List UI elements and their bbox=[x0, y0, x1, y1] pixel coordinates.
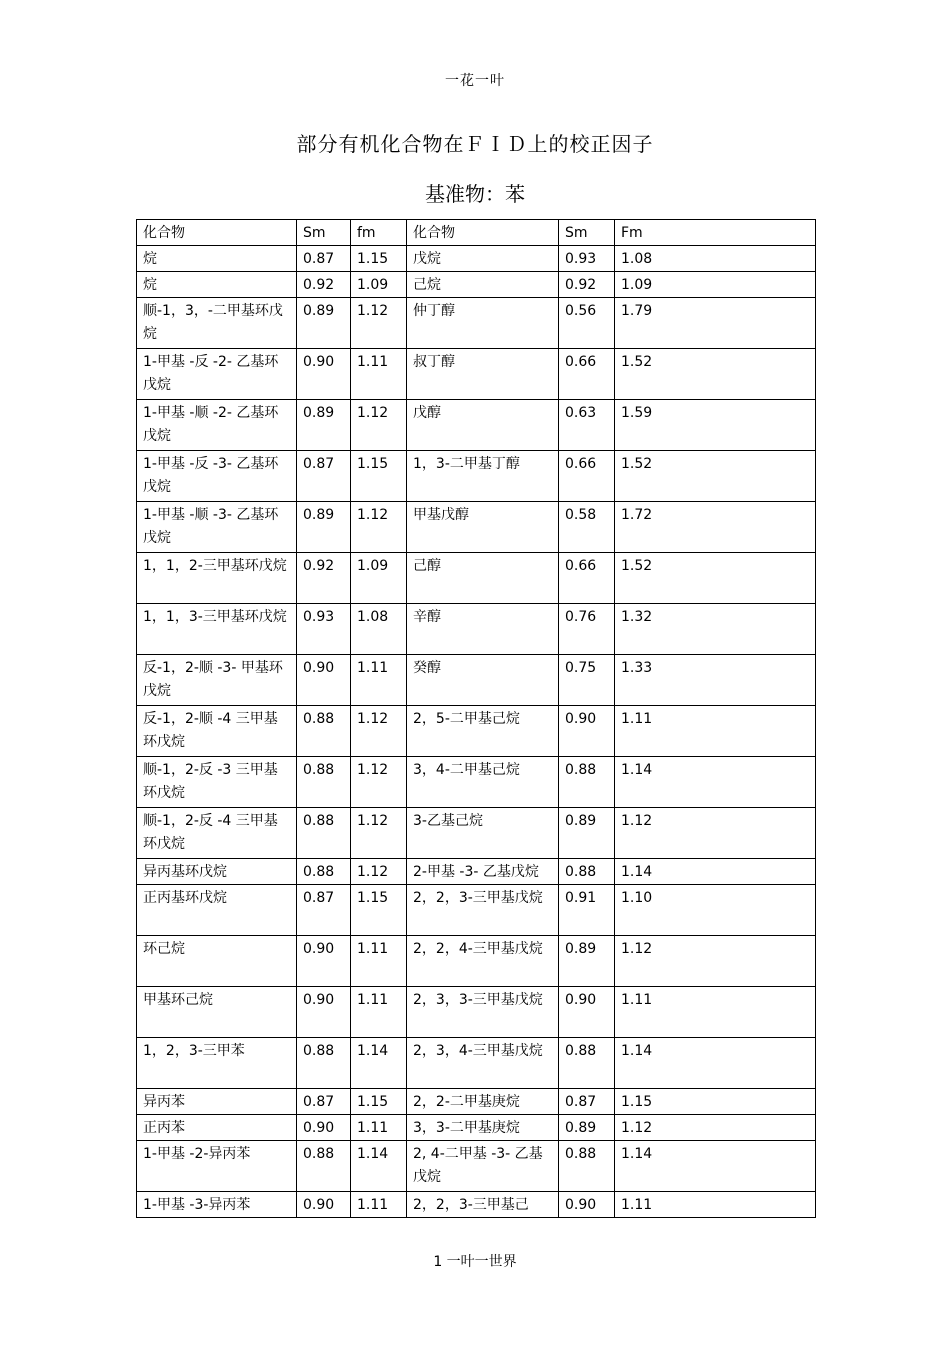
table-cell: 0.76 bbox=[559, 604, 615, 655]
table-cell: 叔丁醇 bbox=[407, 349, 559, 400]
column-header: fm bbox=[351, 220, 407, 246]
table-cell: 0.93 bbox=[297, 604, 351, 655]
table-cell: 2，3，4-三甲基戊烷 bbox=[407, 1038, 559, 1089]
page-footer: 1 一叶一世界 bbox=[433, 1254, 517, 1270]
table-row bbox=[137, 757, 816, 808]
correction-factor-table bbox=[136, 219, 816, 1218]
table-cell: 0.88 bbox=[559, 1141, 615, 1192]
table-cell: 1-甲基 -3-异丙苯 bbox=[137, 1192, 297, 1218]
table-cell: 顺-1，3，-二甲基环戊烷 bbox=[137, 298, 297, 349]
table-cell: 1.11 bbox=[615, 987, 816, 1038]
table-cell: 1.12 bbox=[351, 757, 407, 808]
table-cell: 0.87 bbox=[297, 246, 351, 272]
table-cell: 2-甲基 -3- 乙基戊烷 bbox=[407, 859, 559, 885]
table-cell: 己醇 bbox=[407, 553, 559, 604]
table-header-row bbox=[137, 220, 816, 246]
table-cell: 1.15 bbox=[351, 885, 407, 936]
table-cell: 1-甲基 -顺 -2- 乙基环戊烷 bbox=[137, 400, 297, 451]
table-row bbox=[137, 272, 816, 298]
table-row bbox=[137, 1089, 816, 1115]
table-row bbox=[137, 936, 816, 987]
table-cell: 0.92 bbox=[297, 272, 351, 298]
table-row bbox=[137, 1141, 816, 1192]
table-cell: 1.12 bbox=[351, 808, 407, 859]
column-header: Sm bbox=[297, 220, 351, 246]
table-cell: 1.12 bbox=[351, 298, 407, 349]
table-cell: 0.90 bbox=[559, 987, 615, 1038]
table-cell: 2，2，3-三甲基己 bbox=[407, 1192, 559, 1218]
table-cell: 0.87 bbox=[297, 885, 351, 936]
table-cell: 0.90 bbox=[297, 987, 351, 1038]
table-cell: 3，3-二甲基庚烷 bbox=[407, 1115, 559, 1141]
table-cell: 环己烷 bbox=[137, 936, 297, 987]
table-cell: 0.56 bbox=[559, 298, 615, 349]
table-cell: 0.92 bbox=[559, 272, 615, 298]
table-cell: 0.66 bbox=[559, 349, 615, 400]
table-cell: 0.93 bbox=[559, 246, 615, 272]
table-cell: 1.15 bbox=[351, 1089, 407, 1115]
table-cell: 1.12 bbox=[351, 502, 407, 553]
table-row bbox=[137, 298, 816, 349]
page-header: 一花一叶 bbox=[445, 73, 505, 89]
table-cell: 1.09 bbox=[615, 272, 816, 298]
table-cell: 1.11 bbox=[615, 706, 816, 757]
table-cell: 0.87 bbox=[297, 451, 351, 502]
table-cell: 0.88 bbox=[297, 757, 351, 808]
table-cell: 0.75 bbox=[559, 655, 615, 706]
table-cell: 0.88 bbox=[559, 757, 615, 808]
table-row bbox=[137, 400, 816, 451]
table-row bbox=[137, 1038, 816, 1089]
table-cell: 1.14 bbox=[615, 757, 816, 808]
table-cell: 1.12 bbox=[615, 936, 816, 987]
table-cell: 1.52 bbox=[615, 349, 816, 400]
table-cell: 1.09 bbox=[351, 272, 407, 298]
table-cell: 1.72 bbox=[615, 502, 816, 553]
table-body bbox=[137, 246, 816, 1218]
table-cell: 1.11 bbox=[351, 987, 407, 1038]
page-title: 部分有机化合物在ＦＩＤ上的校正因子 bbox=[296, 132, 654, 156]
table-cell: 0.58 bbox=[559, 502, 615, 553]
table-cell: 3-乙基己烷 bbox=[407, 808, 559, 859]
table-cell: 0.88 bbox=[559, 859, 615, 885]
table-cell: 癸醇 bbox=[407, 655, 559, 706]
table-cell: 1-甲基 -反 -3- 乙基环戊烷 bbox=[137, 451, 297, 502]
table-cell: 0.92 bbox=[297, 553, 351, 604]
table-cell: 仲丁醇 bbox=[407, 298, 559, 349]
table-cell: 反-1，2-顺 -3- 甲基环戊烷 bbox=[137, 655, 297, 706]
table-cell: 烷 bbox=[137, 272, 297, 298]
table-cell: 0.89 bbox=[559, 808, 615, 859]
table-cell: 戊醇 bbox=[407, 400, 559, 451]
table-cell: 0.63 bbox=[559, 400, 615, 451]
table-cell: 3，4-二甲基己烷 bbox=[407, 757, 559, 808]
table-cell: 1.14 bbox=[615, 859, 816, 885]
column-header: Fm bbox=[615, 220, 816, 246]
table-row bbox=[137, 987, 816, 1038]
table-cell: 0.66 bbox=[559, 451, 615, 502]
table-cell: 2，2，4-三甲基戊烷 bbox=[407, 936, 559, 987]
table-cell: 2，2，3-三甲基戊烷 bbox=[407, 885, 559, 936]
table-cell: 2，5-二甲基己烷 bbox=[407, 706, 559, 757]
table-row bbox=[137, 604, 816, 655]
table-cell: 0.90 bbox=[559, 1192, 615, 1218]
table-cell: 0.88 bbox=[297, 706, 351, 757]
table-row bbox=[137, 1115, 816, 1141]
table-cell: 0.90 bbox=[297, 936, 351, 987]
table-cell: 0.88 bbox=[297, 808, 351, 859]
table-cell: 顺-1，2-反 -4 三甲基环戊烷 bbox=[137, 808, 297, 859]
table-cell: 0.90 bbox=[297, 1192, 351, 1218]
table-cell: 1，2，3-三甲苯 bbox=[137, 1038, 297, 1089]
table-cell: 0.88 bbox=[297, 1038, 351, 1089]
table-cell: 2，3，3-三甲基戊烷 bbox=[407, 987, 559, 1038]
table-cell: 0.89 bbox=[297, 298, 351, 349]
table-cell: 0.88 bbox=[559, 1038, 615, 1089]
table-cell: 1.12 bbox=[615, 808, 816, 859]
column-header: Sm bbox=[559, 220, 615, 246]
table-cell: 异丙苯 bbox=[137, 1089, 297, 1115]
table-cell: 1.08 bbox=[351, 604, 407, 655]
table-cell: 0.90 bbox=[297, 349, 351, 400]
table-cell: 1.11 bbox=[351, 1192, 407, 1218]
table-cell: 0.88 bbox=[297, 859, 351, 885]
table-row bbox=[137, 553, 816, 604]
table-cell: 1.15 bbox=[351, 451, 407, 502]
table-cell: 异丙基环戊烷 bbox=[137, 859, 297, 885]
table-cell: 0.87 bbox=[559, 1089, 615, 1115]
table-cell: 1-甲基 -顺 -3- 乙基环戊烷 bbox=[137, 502, 297, 553]
page-subtitle: 基准物：苯 bbox=[425, 182, 525, 206]
table-cell: 0.89 bbox=[297, 400, 351, 451]
table-cell: 0.89 bbox=[297, 502, 351, 553]
table-cell: 1.11 bbox=[351, 655, 407, 706]
table-cell: 1，1，3-三甲基环戊烷 bbox=[137, 604, 297, 655]
table-cell: 1.11 bbox=[615, 1192, 816, 1218]
table-cell: 0.87 bbox=[297, 1089, 351, 1115]
table-cell: 1-甲基 -反 -2- 乙基环戊烷 bbox=[137, 349, 297, 400]
table-cell: 1.11 bbox=[351, 936, 407, 987]
table-cell: 己烷 bbox=[407, 272, 559, 298]
table-cell: 1.11 bbox=[351, 1115, 407, 1141]
table-cell: 顺-1，2-反 -3 三甲基环戊烷 bbox=[137, 757, 297, 808]
table-cell: 0.66 bbox=[559, 553, 615, 604]
table-cell: 0.90 bbox=[297, 1115, 351, 1141]
table-cell: 甲基戊醇 bbox=[407, 502, 559, 553]
table-row bbox=[137, 706, 816, 757]
table-cell: 1.12 bbox=[351, 859, 407, 885]
table-cell: 1，1，2-三甲基环戊烷 bbox=[137, 553, 297, 604]
table-row bbox=[137, 349, 816, 400]
table-cell: 1.32 bbox=[615, 604, 816, 655]
table-cell: 1.12 bbox=[615, 1115, 816, 1141]
table-cell: 1.11 bbox=[351, 349, 407, 400]
table-cell: 辛醇 bbox=[407, 604, 559, 655]
table-cell: 1.14 bbox=[615, 1038, 816, 1089]
table-cell: 反-1，2-顺 -4 三甲基环戊烷 bbox=[137, 706, 297, 757]
table-cell: 烷 bbox=[137, 246, 297, 272]
table-row bbox=[137, 859, 816, 885]
table-cell: 0.90 bbox=[559, 706, 615, 757]
table-cell: 甲基环己烷 bbox=[137, 987, 297, 1038]
table-cell: 2, 4-二甲基 -3- 乙基戊烷 bbox=[407, 1141, 559, 1192]
table-cell: 1.15 bbox=[615, 1089, 816, 1115]
table-cell: 1.14 bbox=[351, 1038, 407, 1089]
table-cell: 1.12 bbox=[351, 706, 407, 757]
table-cell: 1.59 bbox=[615, 400, 816, 451]
table-cell: 1.15 bbox=[351, 246, 407, 272]
table-cell: 1.52 bbox=[615, 553, 816, 604]
table-cell: 正丙基环戊烷 bbox=[137, 885, 297, 936]
table-cell: 0.88 bbox=[297, 1141, 351, 1192]
table-row bbox=[137, 451, 816, 502]
table-cell: 1.79 bbox=[615, 298, 816, 349]
table-row bbox=[137, 1192, 816, 1218]
table-cell: 1-甲基 -2-异丙苯 bbox=[137, 1141, 297, 1192]
table-row bbox=[137, 808, 816, 859]
table-cell: 0.89 bbox=[559, 936, 615, 987]
table-cell: 1.10 bbox=[615, 885, 816, 936]
table-cell: 0.90 bbox=[297, 655, 351, 706]
table-cell: 1.14 bbox=[351, 1141, 407, 1192]
table-cell: 戊烷 bbox=[407, 246, 559, 272]
table-cell: 1，3-二甲基丁醇 bbox=[407, 451, 559, 502]
table-cell: 1.08 bbox=[615, 246, 816, 272]
table-cell: 1.52 bbox=[615, 451, 816, 502]
table-cell: 1.33 bbox=[615, 655, 816, 706]
table-cell: 正丙苯 bbox=[137, 1115, 297, 1141]
table-row bbox=[137, 885, 816, 936]
table-cell: 0.91 bbox=[559, 885, 615, 936]
column-header: 化合物 bbox=[137, 220, 297, 246]
table-cell: 2，2-二甲基庚烷 bbox=[407, 1089, 559, 1115]
column-header: 化合物 bbox=[407, 220, 559, 246]
table-cell: 1.12 bbox=[351, 400, 407, 451]
table-cell: 0.89 bbox=[559, 1115, 615, 1141]
table-row bbox=[137, 655, 816, 706]
table-row bbox=[137, 502, 816, 553]
table-cell: 1.09 bbox=[351, 553, 407, 604]
table-cell: 1.14 bbox=[615, 1141, 816, 1192]
table-row bbox=[137, 246, 816, 272]
